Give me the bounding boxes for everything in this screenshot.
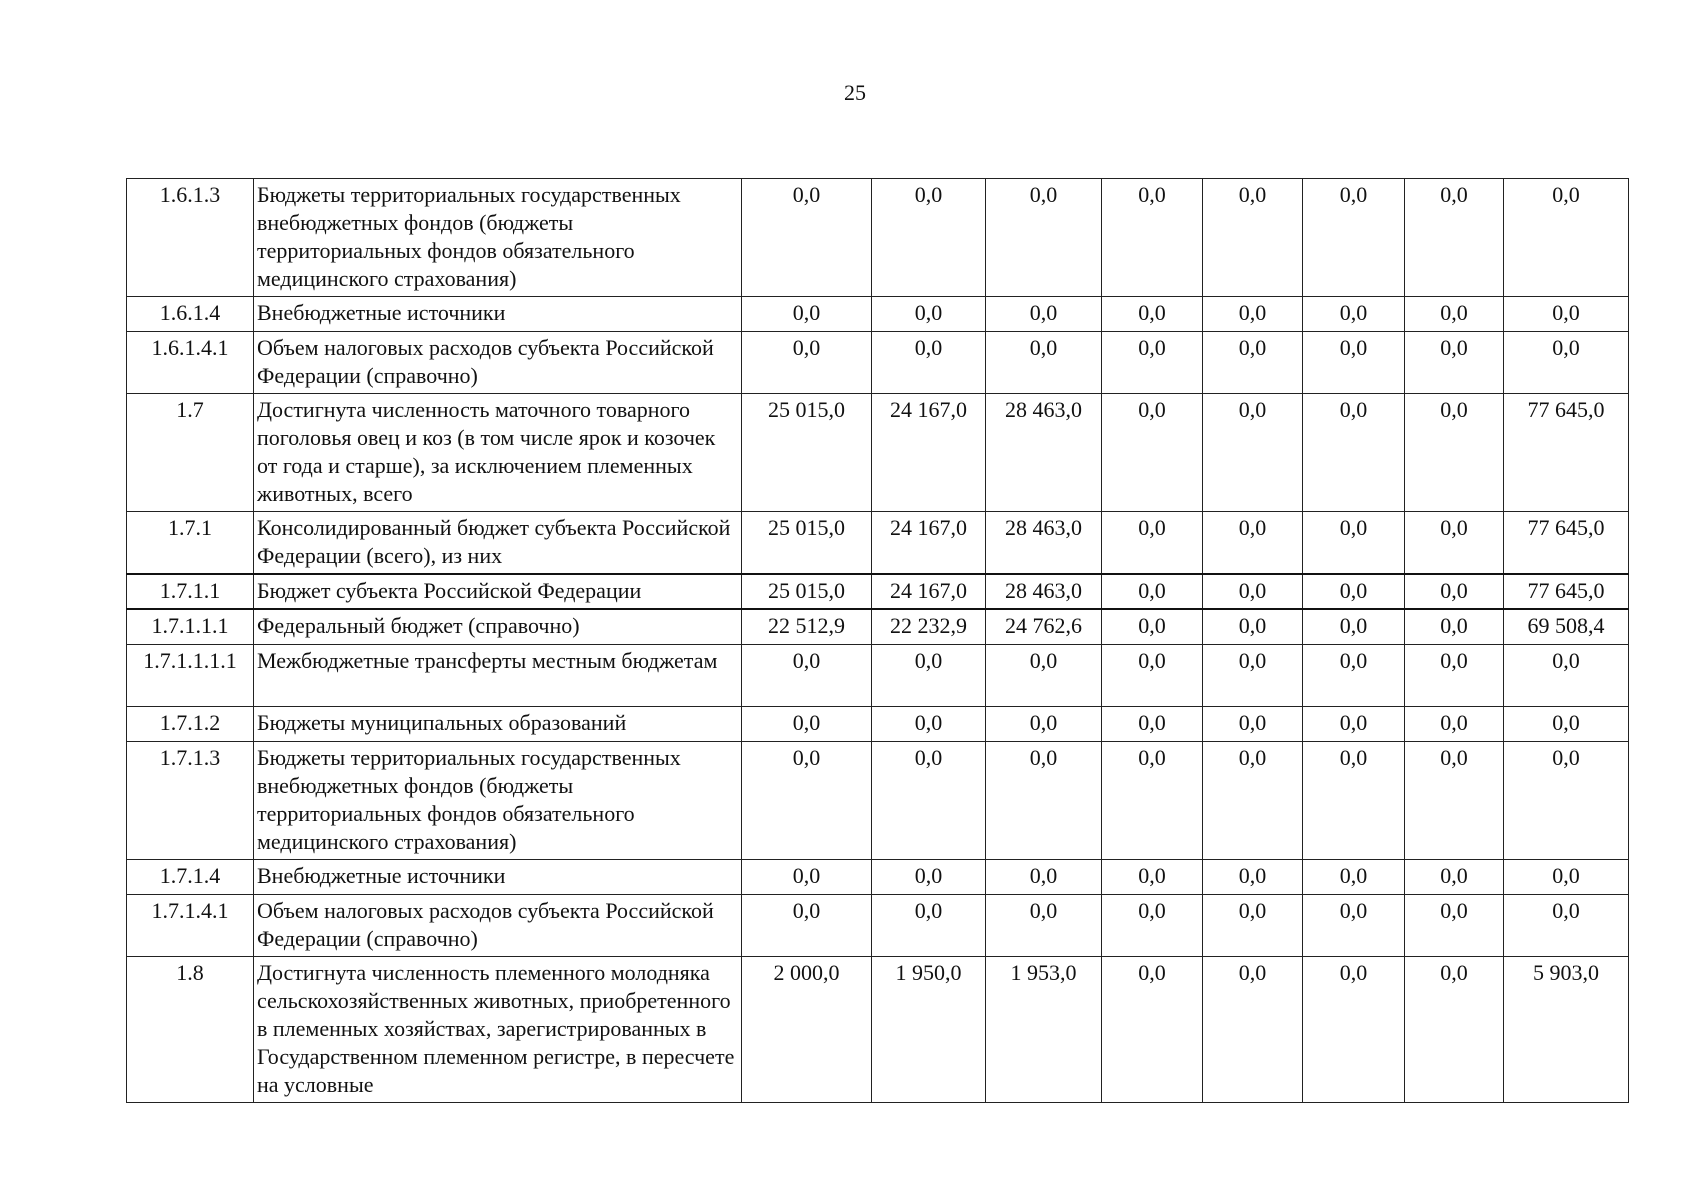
value-cell: 0,0	[742, 297, 872, 332]
value-cell: 22 512,9	[742, 609, 872, 644]
value-cell: 0,0	[1303, 574, 1405, 609]
row-label: Достигнута численность маточного товарного поголовья овец и коз (в том числе ярок и козочек от года и старше), за исключением племенных животных, всего	[254, 394, 742, 512]
value-cell: 0,0	[986, 297, 1102, 332]
value-cell: 0,0	[1405, 741, 1504, 859]
value-cell: 24 167,0	[872, 512, 986, 575]
value-cell: 24 167,0	[872, 574, 986, 609]
value-cell: 25 015,0	[742, 512, 872, 575]
value-cell: 0,0	[1504, 894, 1629, 956]
value-cell: 0,0	[872, 644, 986, 706]
value-cell: 0,0	[1504, 859, 1629, 894]
value-cell: 0,0	[1203, 332, 1303, 394]
value-cell: 0,0	[1303, 609, 1405, 644]
value-cell: 0,0	[872, 332, 986, 394]
row-label: Бюджеты территориальных государственных внебюджетных фондов (бюджеты территориальных фондов обязательного медицинского страхования)	[254, 741, 742, 859]
value-cell: 0,0	[742, 894, 872, 956]
value-cell: 0,0	[872, 894, 986, 956]
value-cell: 0,0	[872, 859, 986, 894]
value-cell: 0,0	[1405, 706, 1504, 741]
value-cell: 0,0	[1504, 644, 1629, 706]
table-row	[127, 512, 1629, 575]
row-code: 1.7	[127, 394, 254, 512]
value-cell: 0,0	[986, 894, 1102, 956]
value-cell: 0,0	[1303, 179, 1405, 297]
value-cell: 0,0	[742, 741, 872, 859]
row-label: Федеральный бюджет (справочно)	[254, 609, 742, 644]
row-label: Бюджет субъекта Российской Федерации	[254, 574, 742, 609]
value-cell: 0,0	[742, 859, 872, 894]
value-cell: 77 645,0	[1504, 394, 1629, 512]
value-cell: 0,0	[1405, 394, 1504, 512]
value-cell: 0,0	[1203, 609, 1303, 644]
table-row	[127, 741, 1629, 859]
row-label: Межбюджетные трансферты местным бюджетам	[254, 644, 742, 706]
value-cell: 0,0	[1504, 179, 1629, 297]
value-cell: 22 232,9	[872, 609, 986, 644]
value-cell: 5 903,0	[1504, 956, 1629, 1102]
value-cell: 24 167,0	[872, 394, 986, 512]
value-cell: 0,0	[986, 179, 1102, 297]
page-number: 25	[844, 80, 866, 105]
value-cell: 0,0	[1102, 859, 1203, 894]
table-row	[127, 859, 1629, 894]
row-code: 1.6.1.4	[127, 297, 254, 332]
value-cell: 0,0	[1102, 644, 1203, 706]
value-cell: 0,0	[1303, 956, 1405, 1102]
value-cell: 28 463,0	[986, 394, 1102, 512]
row-label: Объем налоговых расходов субъекта Российской Федерации (справочно)	[254, 332, 742, 394]
value-cell: 0,0	[1102, 179, 1203, 297]
value-cell: 0,0	[1102, 706, 1203, 741]
value-cell: 0,0	[1203, 394, 1303, 512]
value-cell: 0,0	[1102, 741, 1203, 859]
value-cell: 0,0	[1102, 956, 1203, 1102]
row-code: 1.8	[127, 956, 254, 1102]
value-cell: 0,0	[1504, 741, 1629, 859]
value-cell: 28 463,0	[986, 574, 1102, 609]
value-cell: 0,0	[1203, 741, 1303, 859]
value-cell: 0,0	[1303, 894, 1405, 956]
value-cell: 0,0	[1405, 179, 1504, 297]
row-code: 1.7.1.1.1.1	[127, 644, 254, 706]
value-cell: 0,0	[1102, 609, 1203, 644]
row-code: 1.7.1.2	[127, 706, 254, 741]
row-label: Внебюджетные источники	[254, 859, 742, 894]
value-cell: 0,0	[1303, 644, 1405, 706]
value-cell: 0,0	[1303, 741, 1405, 859]
table-row	[127, 706, 1629, 741]
row-label: Бюджеты территориальных государственных внебюджетных фондов (бюджеты территориальных фондов обязательного медицинского страхования)	[254, 179, 742, 297]
value-cell: 0,0	[1405, 956, 1504, 1102]
value-cell: 77 645,0	[1504, 574, 1629, 609]
value-cell: 0,0	[1303, 297, 1405, 332]
value-cell: 0,0	[742, 179, 872, 297]
value-cell: 0,0	[1102, 394, 1203, 512]
row-code: 1.7.1.4	[127, 859, 254, 894]
value-cell: 25 015,0	[742, 574, 872, 609]
value-cell: 0,0	[1303, 512, 1405, 575]
value-cell: 2 000,0	[742, 956, 872, 1102]
value-cell: 0,0	[872, 179, 986, 297]
value-cell: 0,0	[1102, 894, 1203, 956]
value-cell: 0,0	[1203, 706, 1303, 741]
value-cell: 0,0	[986, 332, 1102, 394]
row-label: Внебюджетные источники	[254, 297, 742, 332]
value-cell: 0,0	[1405, 859, 1504, 894]
row-label: Достигнута численность племенного молодняка сельскохозяйственных животных, приобретенного в племенных хозяйствах, зарегистрированных в Государственном племенном регистре, в пересчете на условные	[254, 956, 742, 1102]
value-cell: 0,0	[986, 859, 1102, 894]
value-cell: 0,0	[1405, 574, 1504, 609]
value-cell: 0,0	[1203, 179, 1303, 297]
value-cell: 0,0	[1405, 894, 1504, 956]
value-cell: 0,0	[986, 644, 1102, 706]
value-cell: 0,0	[742, 706, 872, 741]
row-label: Консолидированный бюджет субъекта Российской Федерации (всего), из них	[254, 512, 742, 575]
value-cell: 1 950,0	[872, 956, 986, 1102]
value-cell: 24 762,6	[986, 609, 1102, 644]
value-cell: 0,0	[1203, 644, 1303, 706]
value-cell: 25 015,0	[742, 394, 872, 512]
table-body	[127, 179, 1629, 1103]
value-cell: 0,0	[1203, 894, 1303, 956]
table-row	[127, 894, 1629, 956]
value-cell: 0,0	[872, 706, 986, 741]
row-label: Бюджеты муниципальных образований	[254, 706, 742, 741]
value-cell: 0,0	[1203, 956, 1303, 1102]
value-cell: 77 645,0	[1504, 512, 1629, 575]
value-cell: 0,0	[1405, 609, 1504, 644]
value-cell: 0,0	[1303, 706, 1405, 741]
row-code: 1.6.1.3	[127, 179, 254, 297]
value-cell: 0,0	[872, 741, 986, 859]
value-cell: 0,0	[986, 741, 1102, 859]
table-row	[127, 394, 1629, 512]
value-cell: 0,0	[1203, 859, 1303, 894]
value-cell: 0,0	[1405, 297, 1504, 332]
value-cell: 0,0	[742, 332, 872, 394]
table-row	[127, 574, 1629, 609]
row-code: 1.6.1.4.1	[127, 332, 254, 394]
value-cell: 0,0	[1203, 574, 1303, 609]
value-cell: 69 508,4	[1504, 609, 1629, 644]
value-cell: 0,0	[1303, 332, 1405, 394]
value-cell: 0,0	[1504, 706, 1629, 741]
table-row	[127, 179, 1629, 297]
value-cell: 0,0	[1203, 512, 1303, 575]
value-cell: 0,0	[1102, 574, 1203, 609]
value-cell: 0,0	[742, 644, 872, 706]
value-cell: 0,0	[1504, 332, 1629, 394]
value-cell: 0,0	[1405, 512, 1504, 575]
row-code: 1.7.1	[127, 512, 254, 575]
value-cell: 0,0	[1102, 512, 1203, 575]
table-row	[127, 956, 1629, 1102]
value-cell: 0,0	[1102, 297, 1203, 332]
table-row	[127, 644, 1629, 706]
value-cell: 0,0	[1203, 297, 1303, 332]
value-cell: 0,0	[1102, 332, 1203, 394]
row-code: 1.7.1.1.1	[127, 609, 254, 644]
value-cell: 0,0	[1405, 644, 1504, 706]
value-cell: 1 953,0	[986, 956, 1102, 1102]
row-code: 1.7.1.4.1	[127, 894, 254, 956]
row-code: 1.7.1.3	[127, 741, 254, 859]
row-code: 1.7.1.1	[127, 574, 254, 609]
value-cell: 28 463,0	[986, 512, 1102, 575]
value-cell: 0,0	[1303, 859, 1405, 894]
value-cell: 0,0	[872, 297, 986, 332]
budget-table	[126, 178, 1629, 1103]
row-label: Объем налоговых расходов субъекта Российской Федерации (справочно)	[254, 894, 742, 956]
value-cell: 0,0	[1303, 394, 1405, 512]
value-cell: 0,0	[1405, 332, 1504, 394]
table-row	[127, 297, 1629, 332]
value-cell: 0,0	[1504, 297, 1629, 332]
table-row	[127, 609, 1629, 644]
value-cell: 0,0	[986, 706, 1102, 741]
table-row	[127, 332, 1629, 394]
